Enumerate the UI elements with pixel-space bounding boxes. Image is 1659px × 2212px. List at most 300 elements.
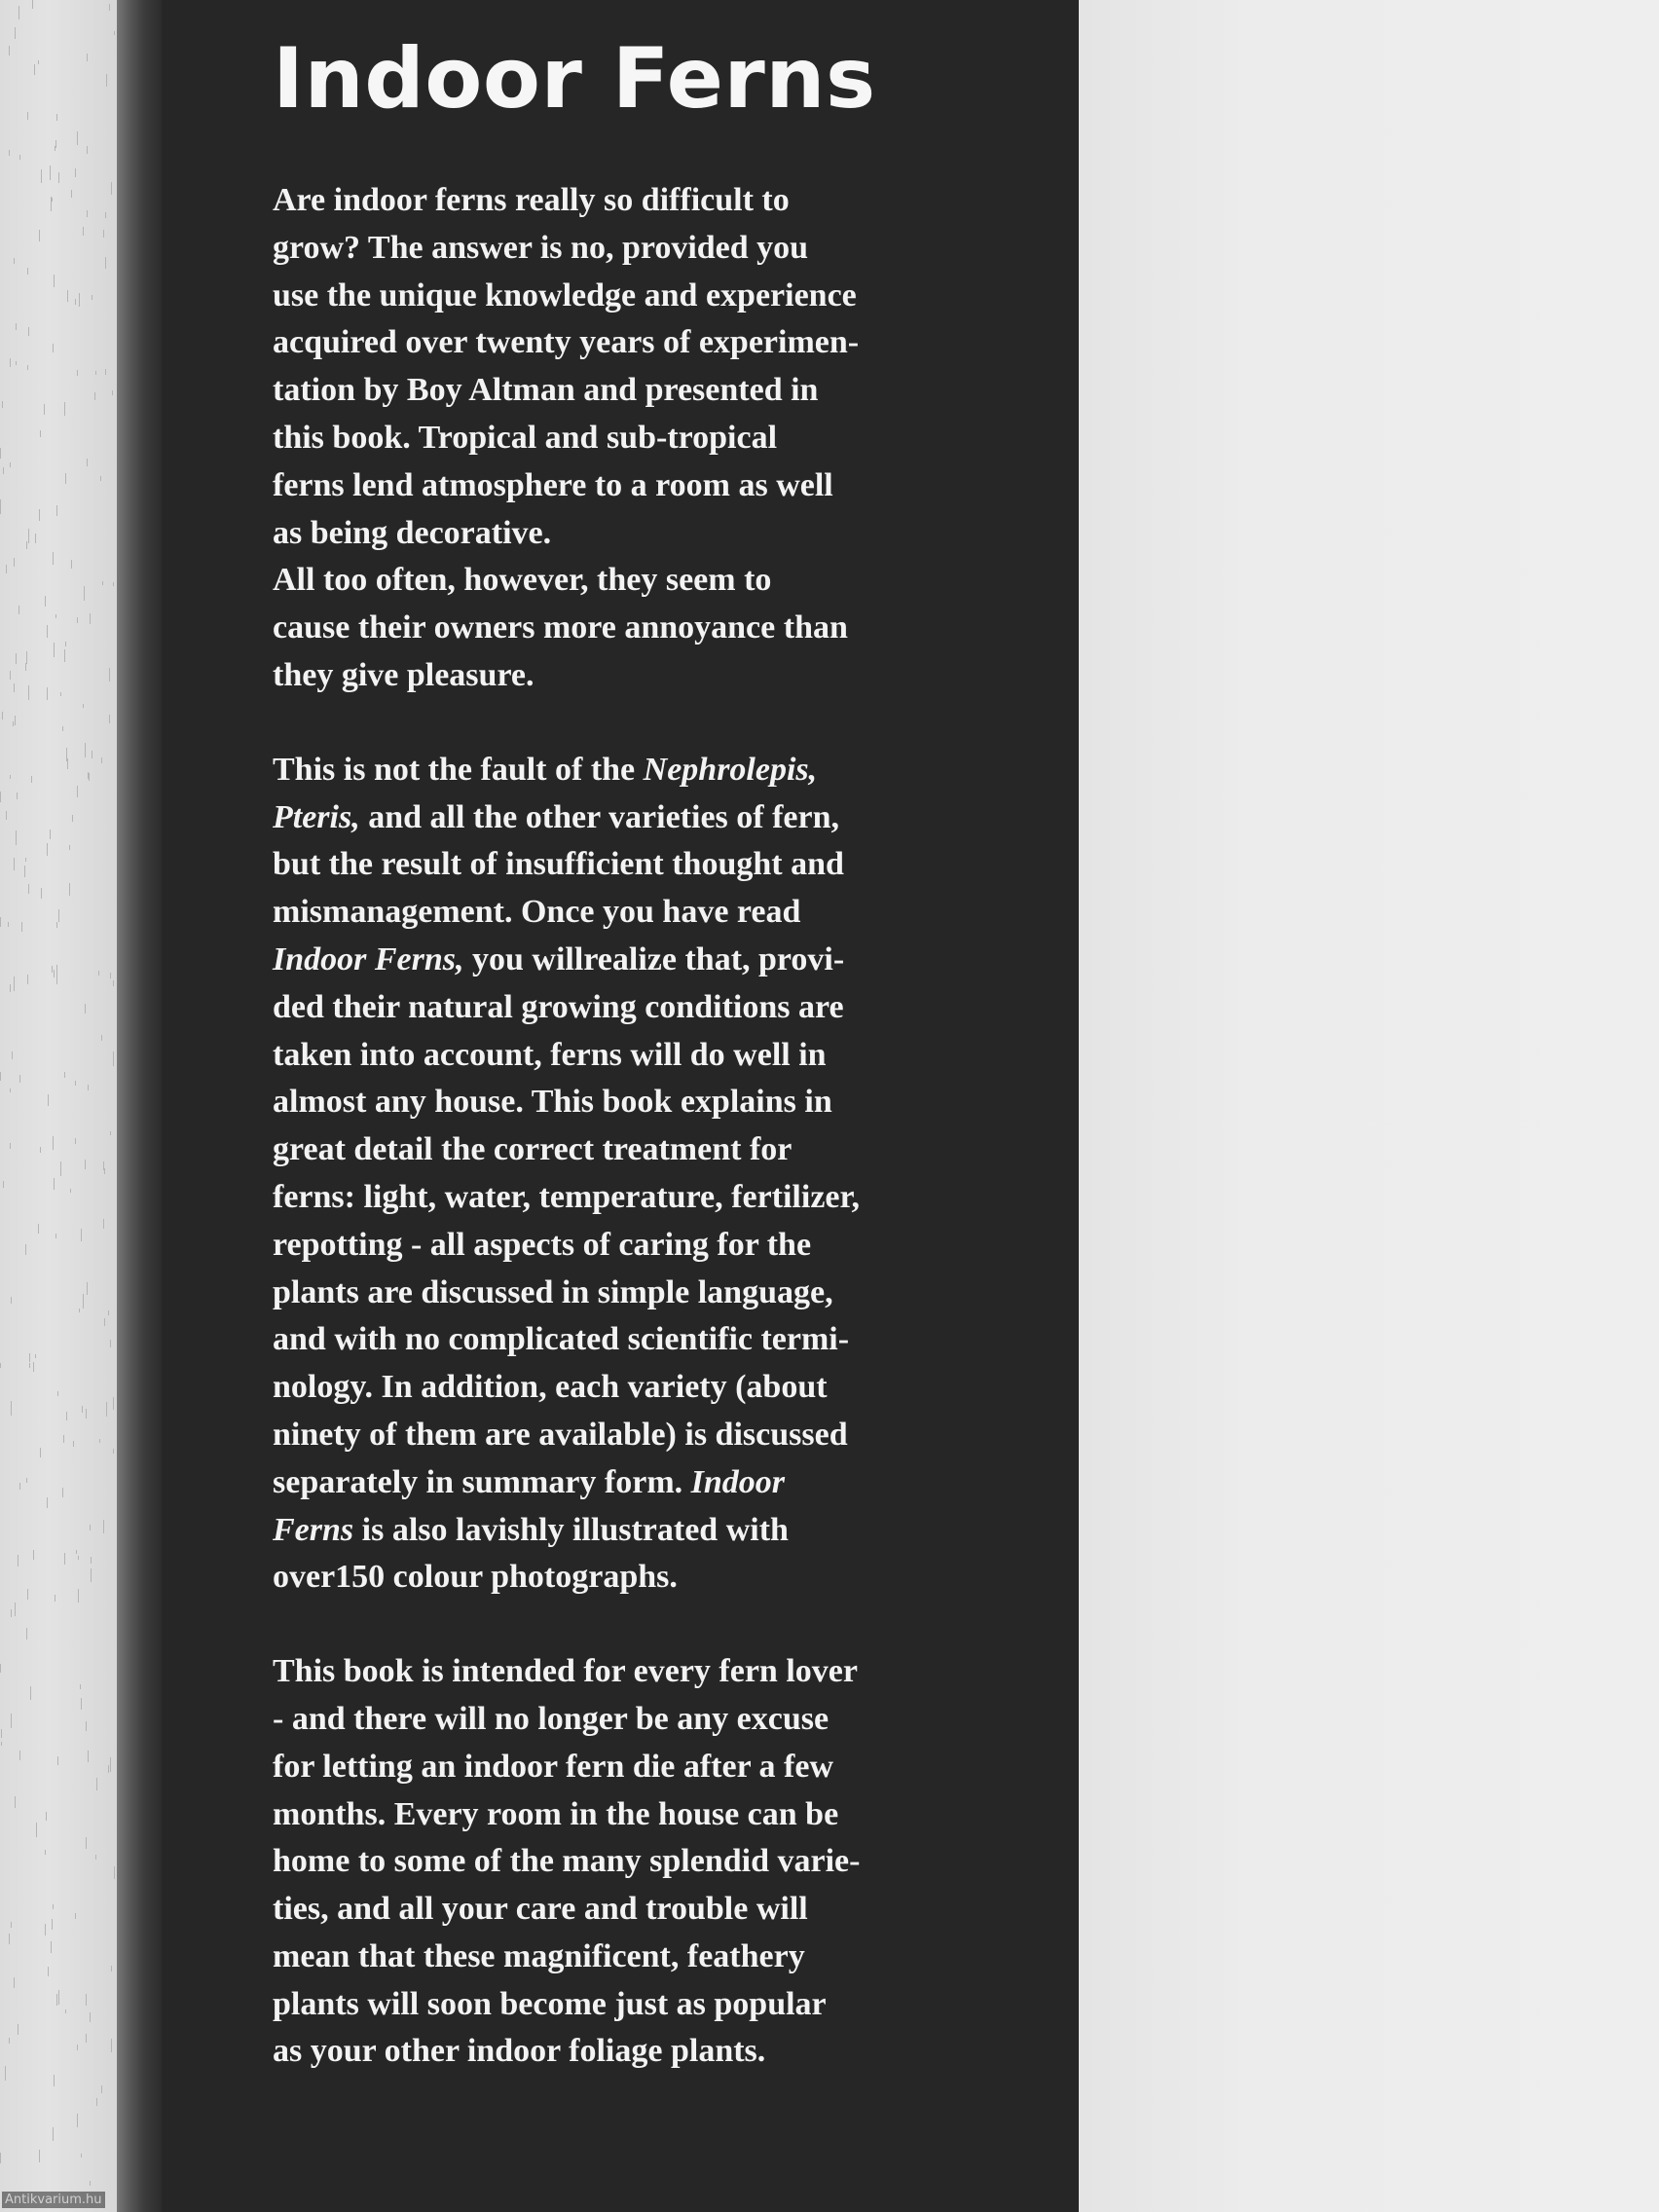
wall-texture-mark: [26, 1635, 27, 1640]
wall-texture-mark: [11, 1714, 12, 1728]
wall-texture-mark: [90, 1525, 91, 1530]
text-line: this book. Tropical and sub-tropical: [273, 419, 778, 456]
wall-texture-mark: [86, 1837, 87, 1849]
wall-texture-mark: [110, 973, 111, 978]
wall-texture-mark: [10, 775, 11, 779]
wall-texture-mark: [64, 402, 65, 416]
wall-texture-mark: [13, 721, 14, 726]
wall-texture-mark: [10, 462, 11, 467]
wall-texture-mark: [67, 758, 68, 769]
wall-texture-mark: [53, 344, 54, 352]
text-line: months. Every room in the house can be: [273, 1795, 839, 1832]
wall-texture-mark: [58, 172, 59, 183]
wall-texture-mark: [71, 560, 72, 569]
background-page: [1079, 0, 1659, 2212]
wall-texture-mark: [62, 1488, 63, 1497]
text-line: and with no complicated scientific termi-: [273, 1321, 850, 1358]
wall-texture-mark: [56, 922, 57, 928]
background-wall: [0, 0, 122, 2212]
wall-texture-mark: [70, 1189, 71, 1193]
wall-texture-mark: [82, 1406, 83, 1413]
wall-texture-mark: [1, 1729, 2, 1738]
wall-texture-mark: [78, 1589, 79, 1603]
wall-texture-mark: [27, 365, 28, 370]
wall-texture-mark: [27, 268, 28, 275]
text-line: great detail the correct treatment for: [273, 1131, 793, 1168]
wall-texture-mark: [113, 1051, 114, 1066]
wall-texture-mark: [0, 1072, 1, 1081]
wall-texture-mark: [40, 1448, 41, 1457]
wall-texture-mark: [65, 473, 66, 484]
paragraph-3: [273, 1648, 974, 2076]
wall-texture-mark: [53, 1136, 54, 1150]
wall-texture-mark: [28, 327, 29, 336]
wall-texture-mark: [85, 1004, 86, 1014]
text-line: All too often, however, they seem to: [273, 562, 772, 599]
wall-texture-mark: [114, 31, 115, 35]
wall-texture-mark: [52, 966, 53, 973]
wall-texture-mark: [77, 370, 78, 376]
wall-texture-mark: [16, 830, 17, 845]
wall-texture-mark: [12, 1051, 13, 1059]
wall-texture-mark: [86, 2034, 87, 2043]
wall-texture-mark: [0, 792, 1, 802]
wall-texture-mark: [111, 182, 112, 195]
watermark: Antikvarium.hu: [2, 2192, 105, 2208]
wall-texture-mark: [41, 169, 42, 183]
wall-texture-mark: [38, 60, 39, 64]
wall-texture-mark: [64, 1553, 65, 1565]
wall-texture-mark: [57, 1391, 58, 1396]
wall-texture-mark: [10, 1088, 11, 1092]
wall-texture-mark: [103, 230, 104, 238]
wall-texture-mark: [15, 716, 16, 725]
paragraph-2: [273, 747, 974, 1602]
wall-texture-mark: [105, 257, 106, 269]
wall-texture-mark: [35, 534, 36, 543]
wall-texture-mark: [101, 2085, 102, 2093]
wall-texture-mark: [35, 1354, 36, 1358]
wall-texture-mark: [88, 772, 89, 779]
wall-texture-mark: [27, 1589, 28, 1600]
text-line: ded their natural growing conditions are: [273, 988, 844, 1025]
wall-texture-mark: [99, 1439, 100, 1443]
wall-texture-mark: [11, 1922, 12, 1928]
wall-texture-mark: [63, 1435, 64, 1443]
wall-texture-mark: [19, 1075, 20, 1083]
text-segment: separately in summary form.: [273, 1463, 691, 1500]
wall-texture-mark: [111, 1966, 112, 1972]
wall-texture-mark: [30, 1686, 31, 1700]
wall-texture-mark: [14, 1977, 15, 1988]
wall-texture-mark: [110, 1757, 111, 1772]
wall-texture-mark: [87, 146, 88, 154]
wall-texture-mark: [110, 1131, 111, 1135]
wall-texture-mark: [54, 970, 55, 977]
wall-texture-mark: [88, 1751, 89, 1762]
wall-texture-mark: [26, 1628, 27, 1635]
wall-texture-mark: [40, 430, 41, 437]
text-line: plants will soon become just as popular: [273, 1985, 827, 2022]
wall-texture-mark: [36, 1823, 37, 1837]
wall-texture-mark: [91, 1557, 92, 1564]
text-line: [273, 794, 974, 842]
wall-texture-mark: [105, 212, 106, 218]
wall-texture-mark: [28, 884, 29, 894]
wall-texture-mark: [104, 1318, 105, 1326]
wall-texture-mark: [56, 1994, 57, 2006]
text-line: nology. In addition, each variety (about: [273, 1369, 828, 1406]
wall-texture-mark: [62, 726, 63, 731]
wall-texture-mark: [33, 1550, 34, 1560]
wall-texture-mark: [105, 369, 106, 375]
wall-texture-mark: [2, 712, 3, 719]
wall-texture-mark: [40, 1147, 41, 1153]
wall-texture-mark: [87, 54, 88, 61]
wall-texture-mark: [48, 1094, 49, 1106]
wall-texture-mark: [109, 668, 110, 682]
wall-texture-mark: [85, 743, 86, 757]
wall-texture-mark: [87, 1282, 88, 1295]
wall-texture-mark: [0, 917, 1, 927]
wall-texture-mark: [106, 1402, 107, 1417]
wall-texture-mark: [113, 1449, 114, 1454]
wall-texture-mark: [19, 1751, 20, 1760]
text-line: use the unique knowledge and experience: [273, 276, 857, 313]
wall-texture-mark: [79, 293, 80, 307]
wall-texture-mark: [75, 299, 76, 305]
wall-texture-mark: [108, 1310, 109, 1315]
wall-texture-mark: [112, 390, 113, 395]
wall-texture-mark: [81, 1229, 82, 1241]
blurb-text: [273, 177, 974, 2122]
wall-texture-mark: [75, 1138, 76, 1144]
wall-texture-mark: [10, 671, 11, 680]
text-segment: and all the other varieties of fern,: [359, 798, 840, 835]
book-spine: [117, 0, 164, 2212]
wall-texture-mark: [66, 1412, 67, 1420]
wall-texture-mark: [113, 980, 114, 986]
text-line: but the result of insufficient thought and: [273, 846, 844, 883]
wall-texture-mark: [14, 977, 15, 991]
wall-texture-mark: [16, 361, 17, 365]
wall-texture-mark: [29, 1353, 30, 1362]
text-line: they give pleasure.: [273, 656, 535, 693]
wall-texture-mark: [60, 1161, 61, 1176]
wall-texture-mark: [28, 529, 29, 543]
text-line: - and there will no longer be any excuse: [273, 1700, 830, 1737]
text-line: as your other indoor foliage plants.: [273, 2033, 766, 2070]
wall-texture-mark: [101, 1035, 102, 1041]
wall-texture-mark: [77, 786, 78, 797]
wall-texture-mark: [9, 2038, 10, 2044]
wall-texture-mark: [73, 1441, 74, 1447]
wall-texture-mark: [95, 1855, 96, 1860]
wall-texture-mark: [6, 811, 7, 820]
wall-texture-mark: [103, 1219, 104, 1229]
wall-texture-mark: [18, 606, 19, 614]
wall-texture-mark: [55, 614, 56, 618]
wall-texture-mark: [108, 1765, 109, 1773]
wall-texture-mark: [39, 2150, 40, 2162]
wall-texture-mark: [65, 642, 66, 646]
wall-texture-mark: [15, 1796, 16, 1808]
wall-texture-mark: [51, 197, 52, 211]
text-line: Are indoor ferns really so difficult to: [273, 182, 790, 218]
text-line: ferns: light, water, temperature, fertilizer,: [273, 1178, 860, 1215]
wall-texture-mark: [3, 1181, 4, 1188]
wall-texture-mark: [81, 2154, 82, 2157]
wall-texture-mark: [83, 704, 84, 708]
wall-texture-mark: [54, 2075, 55, 2086]
wall-texture-mark: [86, 1409, 87, 1419]
wall-texture-mark: [90, 2181, 91, 2186]
text-line: taken into account, ferns will do well in: [273, 1036, 827, 1073]
wall-texture-mark: [33, 1362, 34, 1372]
wall-texture-mark: [94, 392, 95, 400]
wall-texture-mark: [10, 358, 11, 367]
wall-texture-mark: [66, 748, 67, 761]
wall-texture-mark: [15, 1603, 16, 1616]
wall-texture-mark: [95, 371, 96, 375]
text-line: over150 colour photographs.: [273, 1559, 678, 1596]
text-line: repotting - all aspects of caring for the: [273, 1226, 812, 1263]
italic-term: Ferns: [273, 1511, 354, 1548]
wall-texture-mark: [6, 565, 7, 573]
wall-texture-mark: [47, 625, 48, 638]
wall-texture-mark: [75, 1913, 76, 1919]
wall-texture-mark: [0, 2153, 1, 2163]
text-line: [273, 937, 974, 984]
wall-texture-mark: [86, 1994, 87, 2006]
text-line: mean that these magnificent, feathery: [273, 1937, 805, 1974]
wall-texture-mark: [87, 459, 88, 466]
wall-texture-mark: [14, 683, 15, 692]
wall-texture-mark: [1, 1742, 2, 1746]
wall-texture-mark: [50, 830, 51, 839]
wall-texture-mark: [78, 1556, 79, 1560]
wall-texture-mark: [91, 1568, 92, 1582]
text-line: home to some of the many splendid varie-: [273, 1843, 861, 1880]
wall-texture-mark: [67, 290, 68, 302]
wall-texture-mark: [45, 596, 46, 607]
wall-texture-mark: [77, 2045, 78, 2050]
wall-texture-mark: [11, 1297, 12, 1304]
wall-texture-mark: [3, 467, 4, 474]
wall-texture-mark: [16, 653, 17, 664]
wall-texture-mark: [57, 1756, 58, 1765]
wall-texture-mark: [17, 793, 18, 799]
wall-texture-mark: [98, 971, 99, 976]
wall-texture-mark: [9, 1934, 10, 1944]
text-line: mismanagement. Once you have read: [273, 894, 801, 931]
wall-texture-mark: [39, 509, 40, 521]
wall-texture-mark: [14, 858, 15, 870]
text-line: cause their owners more annoyance than: [273, 609, 848, 646]
wall-texture-mark: [113, 1397, 114, 1410]
wall-texture-mark: [58, 909, 59, 922]
wall-texture-mark: [18, 6, 19, 19]
wall-texture-mark: [0, 448, 1, 459]
wall-texture-mark: [11, 1609, 12, 1616]
wall-texture-mark: [9, 46, 10, 55]
wall-texture-mark: [25, 858, 26, 862]
wall-texture-mark: [109, 715, 110, 723]
wall-texture-mark: [52, 1919, 53, 1930]
wall-texture-mark: [2, 401, 3, 408]
text-line: This book is intended for every fern lover: [273, 1653, 858, 1690]
wall-texture-mark: [11, 1401, 12, 1416]
wall-texture-mark: [0, 1363, 1, 1368]
wall-texture-mark: [50, 166, 51, 180]
wall-texture-mark: [14, 558, 15, 567]
wall-texture-mark: [47, 843, 48, 856]
wall-texture-mark: [79, 1309, 80, 1312]
wall-texture-mark: [26, 541, 27, 549]
wall-texture-mark: [76, 1550, 77, 1554]
wall-texture-mark: [56, 114, 57, 121]
wall-texture-mark: [53, 1904, 54, 1909]
wall-texture-mark: [96, 1778, 97, 1790]
wall-texture-mark: [19, 155, 20, 160]
wall-texture-mark: [0, 1664, 1, 1673]
wall-texture-mark: [24, 866, 25, 877]
wall-texture-mark: [103, 1520, 104, 1533]
text-line: as being decorative.: [273, 514, 552, 551]
wall-texture-mark: [111, 2039, 112, 2052]
italic-term: Nephrolepis,: [643, 751, 818, 788]
wall-texture-mark: [69, 845, 70, 850]
wall-texture-mark: [25, 663, 26, 671]
wall-texture-mark: [56, 975, 57, 984]
text-line: grow? The answer is no, provided you: [273, 229, 809, 266]
wall-texture-mark: [48, 1967, 49, 1976]
italic-term: Indoor Ferns,: [273, 940, 464, 977]
wall-texture-mark: [81, 1698, 82, 1710]
cover-title: Indoor Ferns: [273, 30, 876, 128]
wall-texture-mark: [10, 984, 11, 992]
wall-texture-mark: [26, 1478, 27, 1483]
wall-texture-mark: [90, 2012, 91, 2022]
wall-texture-mark: [69, 883, 70, 896]
text-line: for letting an indoor fern die after a few: [273, 1748, 834, 1785]
wall-texture-mark: [10, 1143, 11, 1149]
wall-texture-mark: [53, 2127, 54, 2141]
wall-texture-mark: [100, 476, 101, 481]
text-line: ties, and all your care and trouble will: [273, 1891, 808, 1928]
paragraph-1: [273, 177, 974, 700]
wall-texture-mark: [8, 922, 9, 927]
wall-texture-mark: [71, 190, 72, 198]
wall-texture-mark: [109, 4, 110, 11]
wall-texture-mark: [58, 1990, 59, 2005]
wall-texture-mark: [28, 685, 29, 700]
wall-texture-mark: [25, 1244, 26, 1255]
wall-texture-mark: [106, 74, 107, 87]
wall-texture-mark: [32, 0, 33, 9]
wall-texture-mark: [29, 1363, 30, 1368]
wall-texture-mark: [9, 150, 10, 156]
wall-texture-mark: [27, 112, 28, 120]
wall-texture-mark: [51, 1941, 52, 1953]
wall-texture-mark: [77, 2114, 78, 2127]
wall-texture-mark: [26, 651, 27, 664]
wall-texture-mark: [77, 617, 78, 623]
wall-texture-mark: [113, 582, 114, 586]
wall-texture-mark: [5, 2066, 6, 2081]
wall-texture-mark: [31, 776, 32, 783]
text-segment: you willrealize that, provi-: [463, 940, 845, 977]
wall-texture-mark: [83, 1294, 84, 1309]
wall-texture-mark: [15, 27, 16, 39]
wall-texture-mark: [56, 505, 57, 516]
wall-texture-mark: [83, 227, 84, 236]
wall-texture-mark: [88, 1085, 89, 1090]
wall-texture-mark: [90, 613, 91, 624]
wall-texture-mark: [45, 1850, 46, 1855]
wall-texture-mark: [54, 643, 55, 657]
wall-texture-mark: [55, 1234, 56, 1238]
wall-texture-mark: [101, 757, 102, 763]
text-line: [273, 1507, 974, 1555]
wall-texture-mark: [65, 2009, 66, 2013]
wall-texture-mark: [102, 581, 103, 585]
wall-texture-mark: [0, 499, 1, 514]
text-line: [273, 1459, 974, 1507]
wall-texture-mark: [47, 1497, 48, 1508]
text-line: ferns lend atmosphere to a room as well: [273, 466, 833, 503]
wall-texture-mark: [75, 1081, 76, 1086]
wall-texture-mark: [41, 888, 42, 899]
text-line: almost any house. This book explains in: [273, 1084, 832, 1121]
wall-texture-mark: [46, 1812, 47, 1821]
wall-texture-mark: [34, 64, 35, 75]
wall-texture-mark: [64, 1072, 65, 1078]
wall-texture-mark: [64, 649, 65, 662]
wall-texture-mark: [52, 198, 53, 202]
text-segment: This is not the fault of the: [273, 751, 644, 788]
wall-texture-mark: [14, 258, 15, 264]
wall-texture-mark: [96, 2098, 97, 2106]
wall-texture-mark: [21, 922, 22, 932]
text-line: tation by Boy Altman and presented in: [273, 372, 819, 409]
italic-term: Indoor: [690, 1463, 786, 1500]
wall-texture-mark: [38, 1224, 39, 1234]
wall-texture-mark: [54, 1178, 55, 1190]
wall-texture-mark: [77, 131, 78, 145]
wall-texture-mark: [110, 1340, 111, 1347]
wall-texture-mark: [39, 230, 40, 241]
wall-texture-mark: [45, 1924, 46, 1936]
text-segment: is also lavishly illustrated with: [353, 1511, 789, 1548]
wall-texture-mark: [84, 586, 85, 601]
wall-texture-mark: [53, 552, 54, 565]
italic-term: Pteris,: [273, 798, 360, 835]
wall-texture-mark: [104, 1168, 105, 1174]
wall-texture-mark: [19, 1483, 20, 1490]
wall-texture-mark: [85, 1160, 86, 1169]
wall-texture-mark: [27, 975, 28, 984]
text-line: acquired over twenty years of experimen-: [273, 324, 860, 361]
text-line: [273, 747, 974, 794]
wall-texture-mark: [86, 1721, 87, 1731]
wall-texture-mark: [47, 687, 48, 700]
text-line: plants are discussed in simple language,: [273, 1273, 833, 1310]
wall-texture-mark: [75, 168, 76, 177]
text-line: ninety of them are available) is discussed: [273, 1416, 848, 1453]
wall-texture-mark: [16, 323, 17, 330]
wall-texture-mark: [87, 210, 88, 217]
